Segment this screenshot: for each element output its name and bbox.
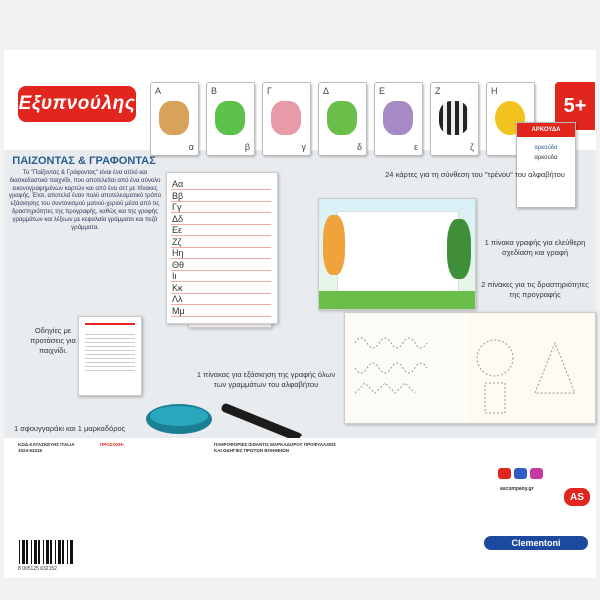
alphabet-card: B β: [206, 82, 255, 156]
tree-illustration: [323, 215, 345, 275]
caption-alphabet-board: 1 πίνακας για εξάσκηση της γραφής όλων των γραμμάτων του αλφαβήτου: [196, 370, 336, 390]
grass-illustration: [319, 291, 475, 309]
as-website[interactable]: ascompany.gr: [500, 486, 534, 492]
writing-line: [171, 258, 271, 259]
alphabet-card: Δ δ: [318, 82, 367, 156]
trace-lines: [345, 313, 595, 423]
alphabet-card: Z ζ: [430, 82, 479, 156]
alphabet-board: [166, 172, 278, 324]
caption-booklet: Οδηγίες με προτάσεις για παιχνίδι.: [30, 326, 76, 356]
age-badge: 5+: [555, 82, 595, 130]
alphabet-row-letter: Aα: [172, 179, 184, 189]
section-title: ΠΑΙΖΟΝΤΑΣ & ΓΡΑΦΟΝΤΑΣ: [12, 155, 156, 167]
yogurt-illustration: [271, 101, 301, 135]
alphabet-card: A α: [150, 82, 199, 156]
elephant-illustration: [383, 101, 413, 135]
writing-line: [171, 304, 271, 305]
alphabet-row-letter: Kκ: [172, 282, 183, 293]
caption-writing-boards: 2 πίνακες για τις δραστηριότητες της προγραφής: [481, 280, 589, 300]
writing-line: [171, 247, 271, 248]
instruction-booklet: [78, 316, 142, 396]
writing-line: [171, 235, 271, 236]
writing-line: [171, 316, 271, 317]
alphabet-row-letter: Mμ: [172, 305, 185, 316]
info-panel: [4, 438, 596, 578]
barcode: [18, 540, 74, 566]
writing-line: [171, 293, 271, 294]
alphabet-row-letter: Iι: [172, 271, 177, 281]
alphabet-card: E ε: [374, 82, 423, 156]
alphabet-row-letter: Bβ: [172, 190, 184, 201]
alphabet-card: Γ γ: [262, 82, 311, 156]
frog-illustration: [215, 101, 245, 135]
writing-line: [171, 270, 271, 271]
caption-accessories: 1 σφουγγαράκι και 1 μαρκαδόρος: [14, 424, 126, 433]
writing-line: [171, 212, 271, 213]
youtube-icon[interactable]: [498, 468, 511, 479]
description: Το "Παίζοντας & Γράφοντας" είναι ένα απλό και διασκεδαστικό παιχνίδι, που αποτελείται από ένα σύνολο εικονογραφημένων καρτών και από ένα σετ με πίνακες γραφής. Έτσι, αποτελεί έναν πολύ αποτελεσματικό τρόπο εξάσκησης του συντονισμού ματιού-χεριού μέσα από τις δραστηριότητες της προγραφής, καθώς και της γραφής γραμμάτων και λέξεων με κεφαλαία γράμματα και πεζά γράμματα.: [8, 170, 162, 231]
dinosaur-illustration: [327, 101, 357, 135]
warning-heading: ΠΡΟΣΟΧΗ!: [100, 442, 124, 447]
product-code: ΚΩΔ.ΚΑΤΑΣΚΕΥΗΣ ITALIA 1024-63315: [18, 442, 75, 453]
caption-free-board: 1 πίνακα γραφής για ελεύθερη σχεδίαση και γραφή: [484, 238, 586, 258]
word-card: ΑΡΚΟΥΔΑ αρκούδα αρκουδα: [516, 122, 576, 208]
barcode-number: 8 005125 632152: [18, 566, 57, 572]
facebook-icon[interactable]: [514, 468, 527, 479]
alphabet-row-letter: Γγ: [172, 202, 182, 212]
writing-line: [171, 281, 271, 282]
instagram-icon[interactable]: [530, 468, 543, 479]
free-drawing-board: [318, 198, 476, 310]
marker-info-heading: ΠΛΗΡΟΦΟΡΙΕΣ ΙΣΘΑΝΤΙΣ ΜΑΡΚΑΔΟΡΟΥ ΠΡΟΦΥΛΑΞΕΙΣ ΚΑΙ ΟΔΗΓΙΕΣ ΠΡΩΤΩΝ ΒΟΗΘΕΙΩΝ: [214, 442, 336, 453]
brand-logo: Εξυπνούλης: [18, 86, 136, 122]
alphabet-row-letter: Hη: [172, 248, 184, 258]
drawing-area: [337, 211, 459, 293]
sponge: [146, 404, 212, 434]
alphabet-row-letter: Θθ: [172, 259, 185, 270]
bear-illustration: [159, 101, 189, 135]
writing-boards: [344, 312, 596, 424]
alphabet-row-letter: Λλ: [172, 294, 183, 304]
alphabet-row-letter: Zζ: [172, 236, 182, 247]
as-logo: AS: [564, 488, 590, 506]
alphabet-row-letter: Eε: [172, 225, 183, 235]
writing-line: [171, 201, 271, 202]
alphabet-row-letter: Δδ: [172, 213, 184, 224]
zebra-illustration: [439, 101, 469, 135]
clementoni-logo: Clementoni: [484, 536, 588, 550]
caption-cards: 24 κάρτες για τη σύνθεση του "τρένου" του αλφαβήτου: [385, 170, 565, 179]
writing-line: [171, 189, 271, 190]
alphabet-cards: [150, 82, 540, 154]
alphabet-card: H: [486, 82, 535, 156]
tree-illustration: [447, 219, 471, 279]
writing-line: [171, 224, 271, 225]
